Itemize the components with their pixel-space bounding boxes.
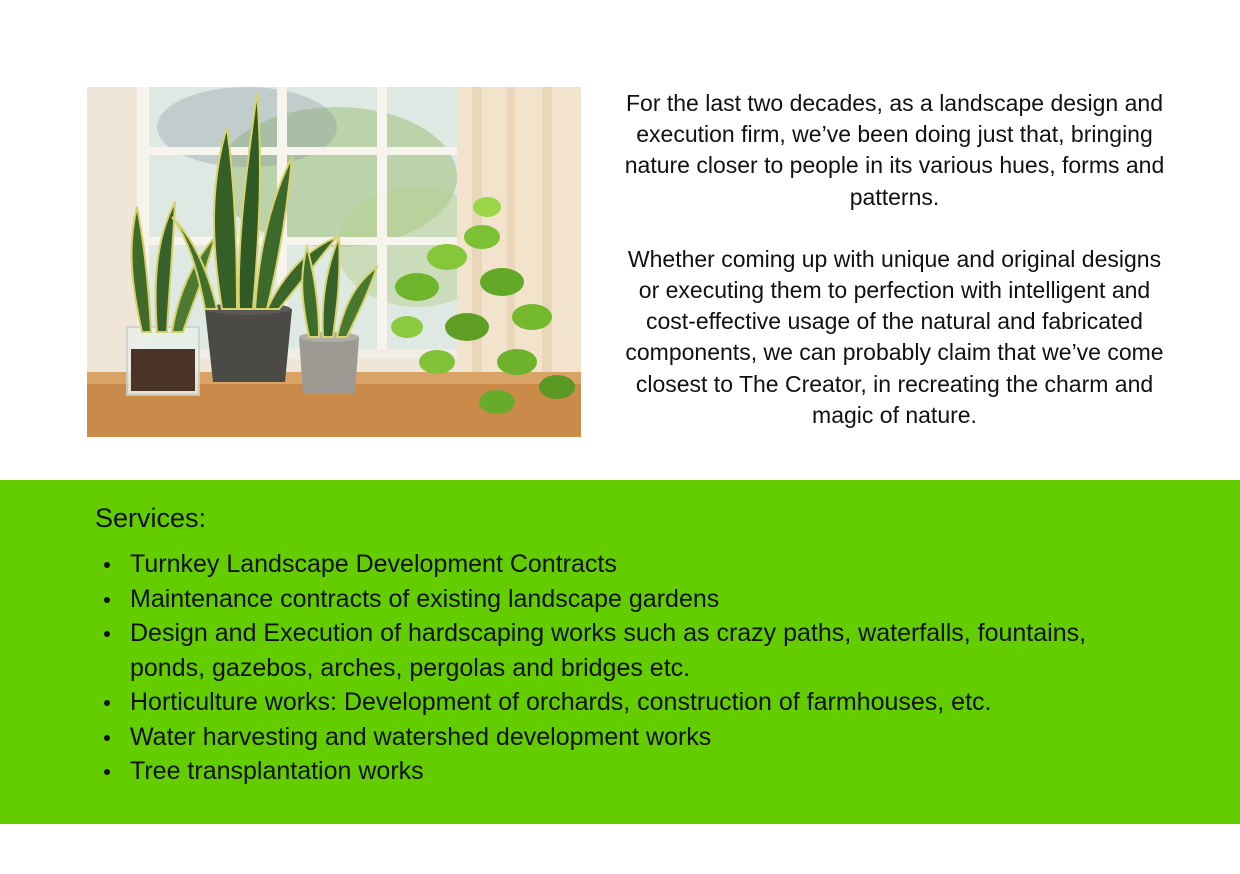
intro-text xyxy=(622,88,1167,431)
services-section xyxy=(0,480,1240,824)
bullet-icon xyxy=(104,700,110,706)
list-item xyxy=(100,582,1150,617)
list-item xyxy=(100,616,1150,685)
bullet-icon xyxy=(104,735,110,741)
bullet-icon xyxy=(104,769,110,775)
bullet-icon xyxy=(104,597,110,603)
list-item xyxy=(100,720,1150,755)
plants-illustration xyxy=(87,87,581,437)
service-label: Turnkey Landscape Development Contracts xyxy=(130,550,617,578)
intro-paragraph-2: Whether coming up with unique and original designs or executing them to perfection with intelligent and cost-effective usage of the natural and fabricated components, we can probably claim that we’ve come closest to The Creator, in recreating the charm and magic of nature. xyxy=(625,245,1164,428)
bullet-icon xyxy=(104,631,110,637)
services-heading: Services: xyxy=(95,503,207,533)
plants-photo xyxy=(87,87,581,437)
list-item xyxy=(100,547,1150,582)
services-list xyxy=(100,547,1150,789)
list-item xyxy=(100,685,1150,720)
service-label: Horticulture works: Development of orchards, construction of farmhouses, etc. xyxy=(130,688,992,716)
bullet-icon xyxy=(104,562,110,568)
service-label: Water harvesting and watershed development works xyxy=(130,722,712,751)
service-label: Maintenance contracts of existing landscape gardens xyxy=(130,584,720,613)
service-label: Design and Execution of hardscaping works such as crazy paths, waterfalls, fountains, ponds, gazebos, arches, pergolas and bridges etc. xyxy=(130,619,1087,682)
intro-paragraph-1: For the last two decades, as a landscape design and execution firm, we’ve been doing just that, bringing nature closer to people in its various hues, forms and patterns. xyxy=(624,90,1165,210)
list-item xyxy=(100,754,1150,789)
service-label: Tree transplantation works xyxy=(130,757,424,785)
